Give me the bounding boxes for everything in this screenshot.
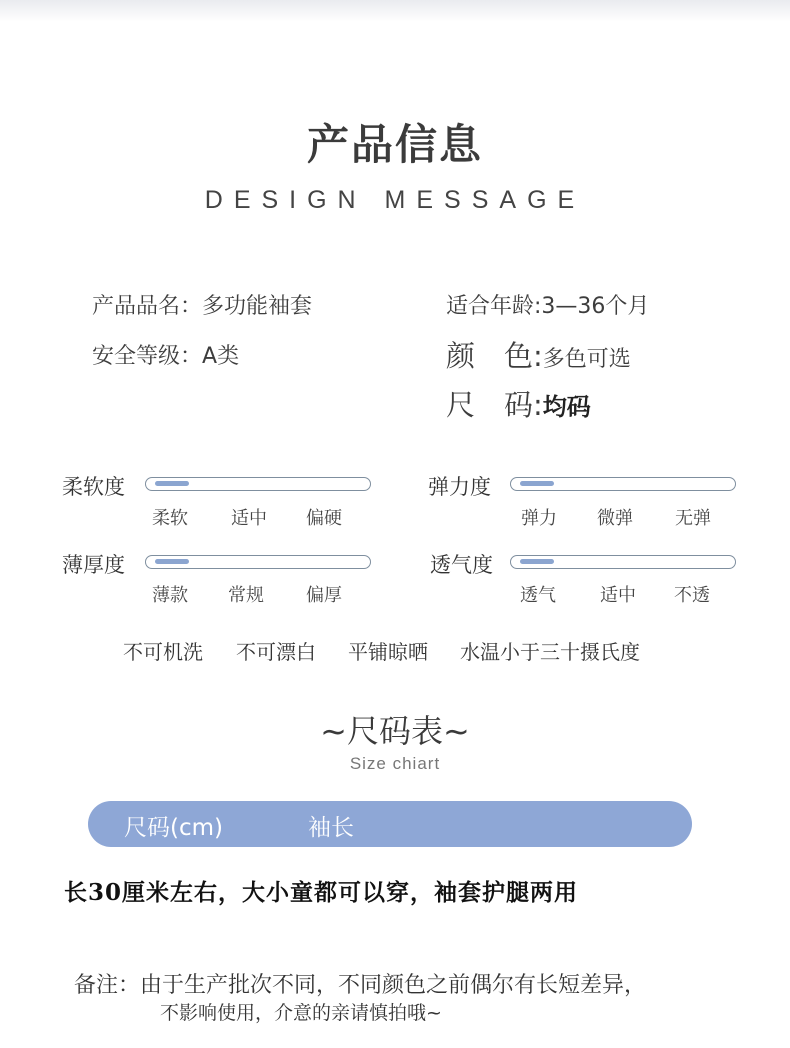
scale-thickness-tick: 薄款 <box>152 585 188 606</box>
scale-breathability-tick: 透气 <box>520 585 556 606</box>
size-chart-header <box>88 801 692 847</box>
scale-breathability-tick: 适中 <box>600 585 636 606</box>
scale-elasticity-fill <box>520 481 554 486</box>
scale-softness-fill <box>155 481 189 486</box>
size-column-label: 尺码(cm) <box>124 815 223 841</box>
info-safety-value: A类 <box>202 344 240 369</box>
info-safety <box>92 339 239 370</box>
info-name <box>92 289 312 320</box>
info-safety-label: 安全等级： <box>92 344 203 369</box>
info-size <box>446 383 591 424</box>
scale-softness-track <box>145 477 371 491</box>
note-line-2: 不影响使用，介意的亲请慎拍哦~ <box>160 1002 442 1024</box>
note-line-1: 备注：由于生产批次不同，不同颜色之前偶尔有长短差异， <box>74 973 647 998</box>
scale-thickness-tick: 偏厚 <box>306 585 342 606</box>
info-color-value: 多色可选 <box>542 347 631 372</box>
info-age-label: 适合年龄: <box>446 294 542 319</box>
size-description: 长30厘米左右，大小童都可以穿，袖套护腿两用 <box>64 879 579 906</box>
scale-breathability-tick: 不透 <box>674 585 710 606</box>
scale-breathability-track <box>510 555 736 569</box>
page-subtitle: DESIGN MESSAGE <box>204 186 586 214</box>
info-color-label: 颜 色: <box>446 339 543 373</box>
info-age <box>446 289 649 320</box>
size-chart-title: ~尺码表~ <box>320 712 470 750</box>
info-name-value: 多功能袖套 <box>202 294 313 319</box>
info-size-value: 均码 <box>542 393 591 421</box>
info-color <box>446 334 631 375</box>
top-fade <box>0 0 790 22</box>
scale-thickness-tick: 常规 <box>228 585 264 606</box>
scale-softness-tick: 偏硬 <box>306 508 342 529</box>
scale-elasticity-label: 弹力度 <box>428 475 491 499</box>
scale-breathability-fill <box>520 559 554 564</box>
info-name-label: 产品品名： <box>92 294 203 319</box>
scale-breathability-label: 透气度 <box>430 553 493 577</box>
care-item: 水温小于三十摄氏度 <box>460 640 640 664</box>
info-age-value: 3—36个月 <box>541 294 650 319</box>
size-chart-subtitle: Size chiart <box>349 754 441 773</box>
scale-thickness-label: 薄厚度 <box>62 553 125 577</box>
care-item: 不可机洗 <box>123 640 203 664</box>
scale-thickness-track <box>145 555 371 569</box>
sleeve-column-label: 袖长 <box>308 815 354 841</box>
scale-elasticity-tick: 弹力 <box>521 508 557 529</box>
scale-softness-label: 柔软度 <box>62 475 125 499</box>
scale-softness-tick: 柔软 <box>152 508 188 529</box>
info-size-label: 尺 码: <box>446 388 543 422</box>
page-title: 产品信息 <box>306 120 483 169</box>
care-item: 平铺晾晒 <box>348 640 428 664</box>
scale-elasticity-track <box>510 477 736 491</box>
scale-thickness-fill <box>155 559 189 564</box>
scale-elasticity-tick: 无弹 <box>675 508 711 529</box>
scale-elasticity-tick: 微弹 <box>597 508 633 529</box>
care-item: 不可漂白 <box>236 640 316 664</box>
scale-softness-tick: 适中 <box>231 508 267 529</box>
